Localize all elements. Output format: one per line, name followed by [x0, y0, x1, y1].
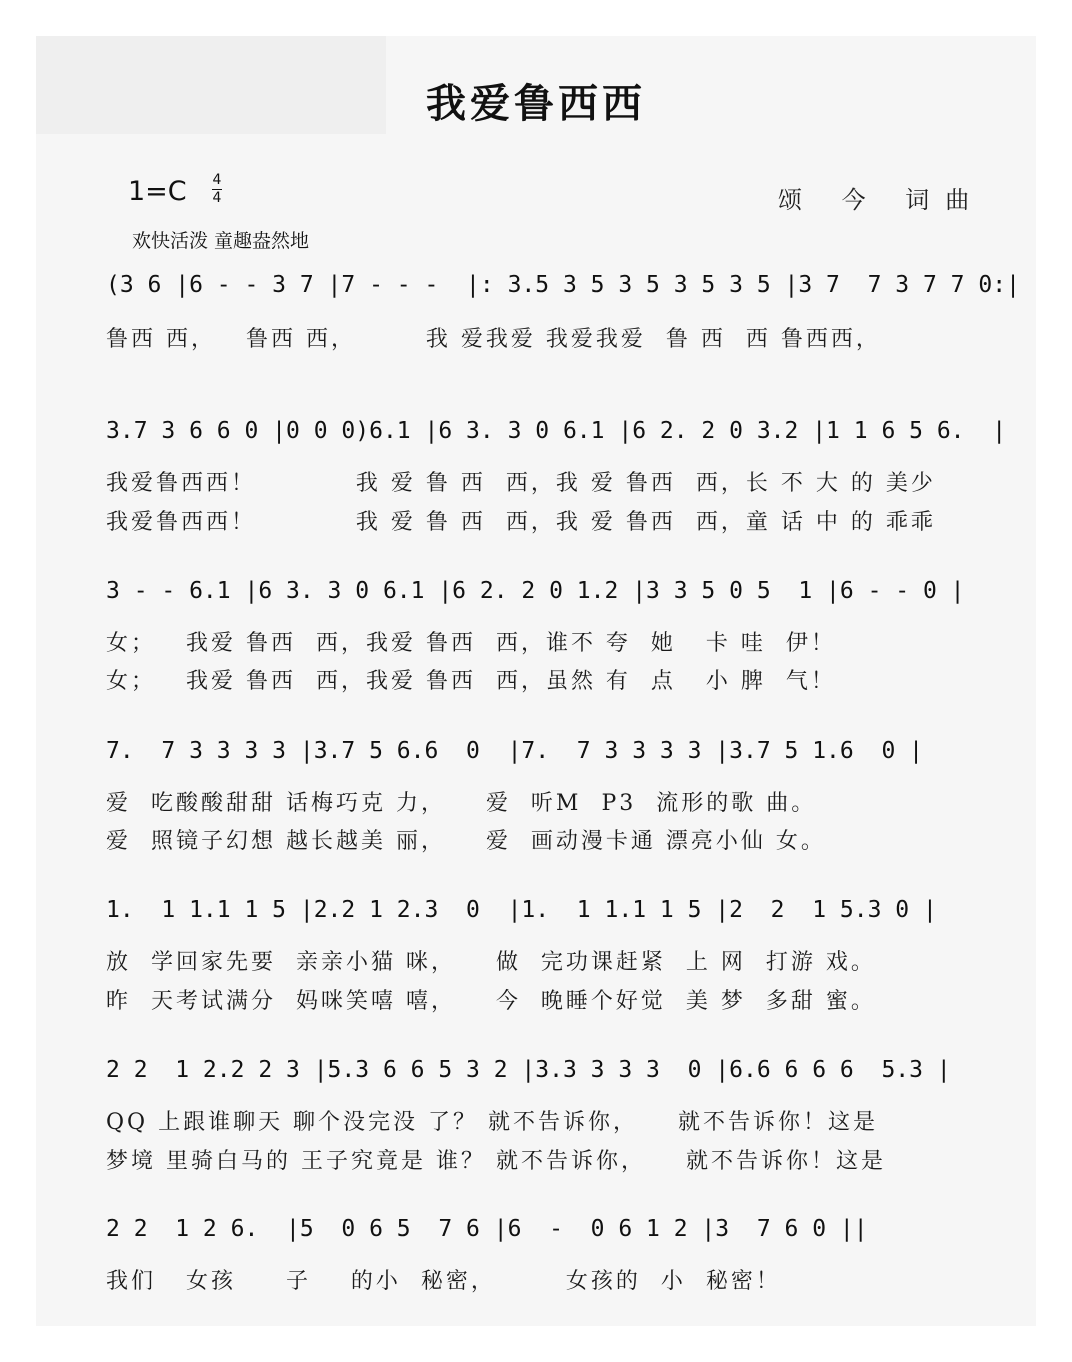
lyric-line-5-verse-1: 放 学回家先要 亲亲小猫 咪， 做 完功课赶紧 上 网 打游 戏。	[106, 950, 876, 975]
music-line-7: 2 2 1 2 6. |5 0 6 5 7 6 |6 - 0 6 1 2 |3 7 6 0 ||	[106, 1216, 868, 1242]
author-credit: 颂 今 词曲	[778, 186, 986, 214]
lyric-line-7-verse-1: 我们 女孩 子 的小 秘密， 女孩的 小 秘密！	[106, 1269, 781, 1294]
music-line-1: (3 6 |6 - - 3 7 |7 - - - |: 3.5 3 5 3 5 3 5 3 5 |3 7 7 3 7 7 0:|	[106, 272, 1020, 298]
lyric-line-1-verse-1: 鲁西 西， 鲁西 西， 我 爱我爱 我爱我爱 鲁 西 西 鲁西西，	[106, 327, 881, 352]
lyric-line-2-verse-1: 我爱鲁西西！ 我 爱 鲁 西 西，我 爱 鲁西 西，长 不 大 的 美少	[106, 471, 936, 496]
lyric-line-4-verse-2: 爱 照镜子幻想 越长越美 丽， 爱 画动漫卡通 漂亮小仙 女。	[106, 829, 826, 854]
lyric-line-4-verse-1: 爱 吃酸酸甜甜 话梅巧克 力， 爱 听M P3 流形的歌 曲。	[106, 791, 817, 816]
lyric-line-6-verse-2: 梦境 里骑白马的 王子究竟是 谁？ 就不告诉你， 就不告诉你！这是	[106, 1149, 886, 1174]
lyric-line-3-verse-2: 女； 我爱 鲁西 西，我爱 鲁西 西，虽然 有 点 小 脾 气！	[106, 669, 836, 694]
key-signature: 1=C	[128, 176, 187, 207]
lyric-line-3-verse-1: 女； 我爱 鲁西 西，我爱 鲁西 西，谁不 夸 她 卡 哇 伊！	[106, 631, 836, 656]
tempo-marking: 欢快活泼 童趣盎然地	[132, 230, 310, 252]
time-signature	[212, 172, 222, 207]
music-line-2: 3.7 3 6 6 0 |0 0 0)6.1 |6 3. 3 0 6.1 |6 2. 2 0 3.2 |1 1 6 5 6. |	[106, 418, 1007, 444]
time-signature-bottom: 4	[212, 190, 222, 206]
lyric-line-2-verse-2: 我爱鲁西西！ 我 爱 鲁 西 西，我 爱 鲁西 西，童 话 中 的 乖乖	[106, 510, 936, 535]
music-line-6: 2 2 1 2.2 2 3 |5.3 6 6 5 3 2 |3.3 3 3 3 0 |6.6 6 6 6 5.3 |	[106, 1057, 951, 1083]
lyric-line-6-verse-1: QQ 上跟谁聊天 聊个没完没 了？ 就不告诉你， 就不告诉你！这是	[106, 1110, 879, 1135]
music-line-5: 1. 1 1.1 1 5 |2.2 1 2.3 0 |1. 1 1.1 1 5 |2 2 1 5.3 0 |	[106, 897, 937, 923]
lyric-line-5-verse-2: 昨 天考试满分 妈咪笑嘻 嘻， 今 晚睡个好觉 美 梦 多甜 蜜。	[106, 989, 876, 1014]
time-signature-top: 4	[212, 172, 222, 188]
music-line-4: 7. 7 3 3 3 3 |3.7 5 6.6 0 |7. 7 3 3 3 3 |3.7 5 1.6 0 |	[106, 738, 923, 764]
music-line-3: 3 - - 6.1 |6 3. 3 0 6.1 |6 2. 2 0 1.2 |3 3 5 0 5 1 |6 - - 0 |	[106, 578, 965, 604]
song-title: 我爱鲁西西	[426, 80, 646, 127]
